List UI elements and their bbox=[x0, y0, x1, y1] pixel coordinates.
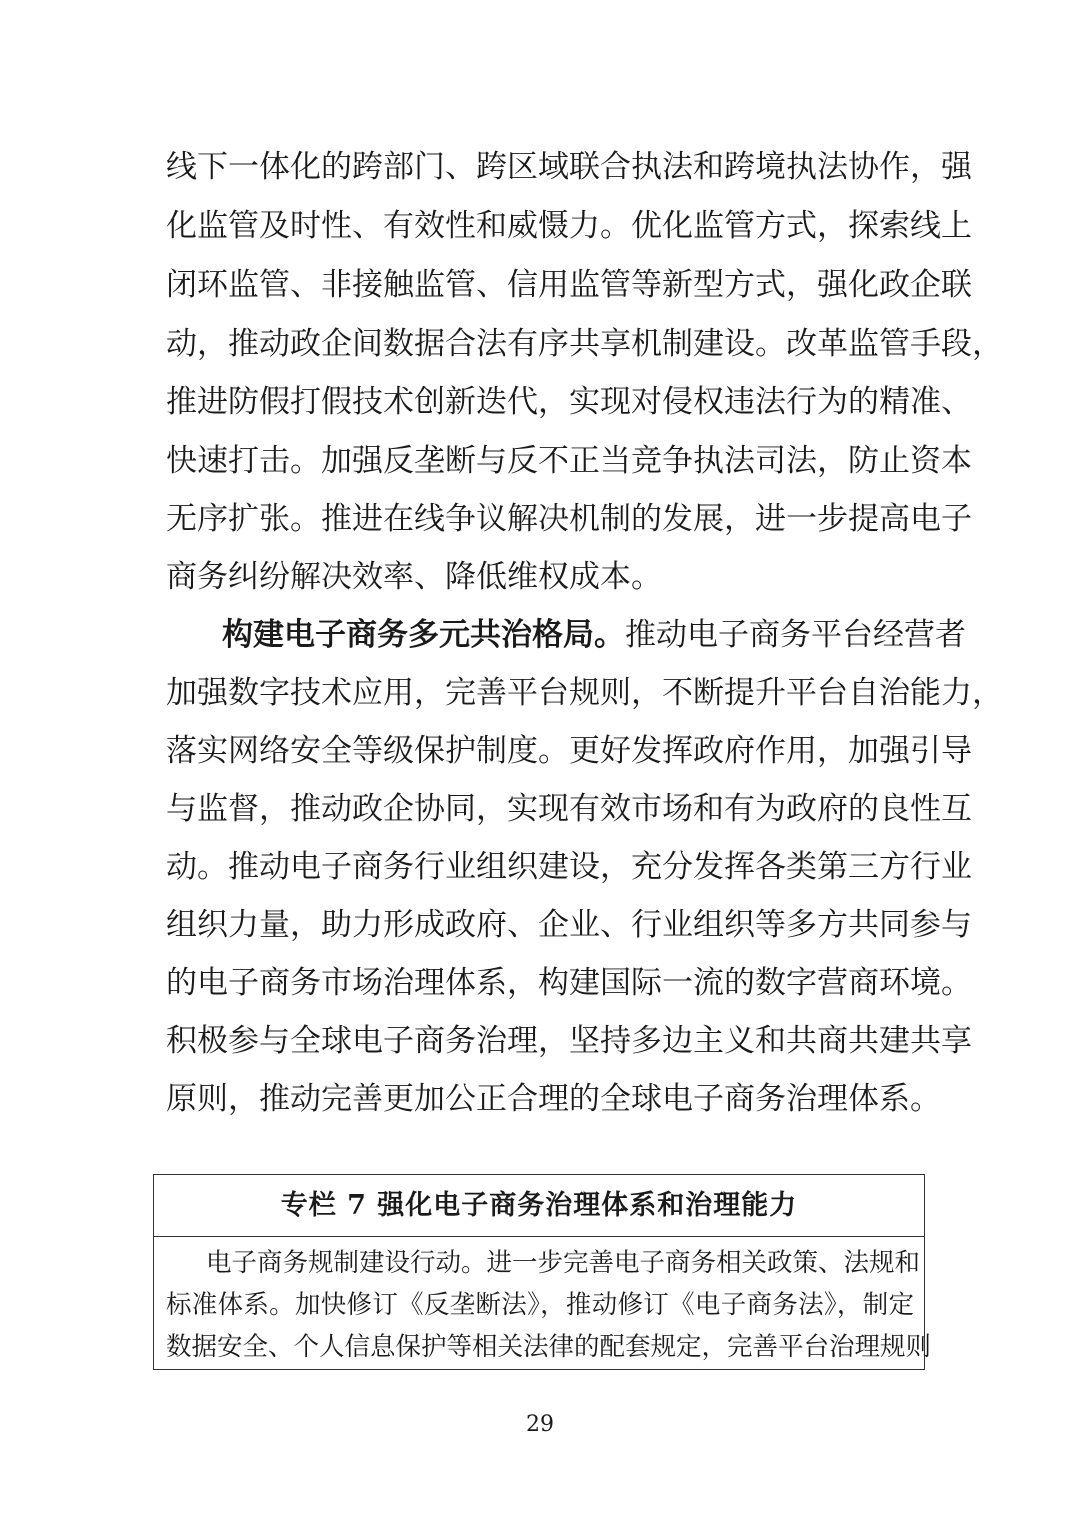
paragraph-1-line-5: 推进防假打假技术创新迭代，实现对侵权违法行为的精准、 bbox=[166, 384, 972, 420]
paragraph-2-line-7: 的电子商务市场治理体系，构建国际一流的数字营商环境。 bbox=[166, 965, 972, 1001]
paragraph-1-line-6: 快速打击。加强反垄断与反不正当竞争执法司法，防止资本 bbox=[166, 443, 972, 479]
paragraph-1-line-3: 闭环监管、非接触监管、信用监管等新型方式，强化政企联 bbox=[166, 267, 972, 303]
paragraph-2-line-1-text: 推动电子商务平台经营者 bbox=[625, 617, 966, 653]
column-box-title: 专栏 7 强化电子商务治理体系和治理能力 bbox=[154, 1175, 924, 1237]
paragraph-2-line-3: 落实网络安全等级保护制度。更好发挥政府作用，加强引导 bbox=[166, 733, 972, 769]
paragraph-1-line-2: 化监管及时性、有效性和威慑力。优化监管方式，探索线上 bbox=[166, 208, 972, 244]
column-box-line-2: 标准体系。加快修订《反垄断法》，推动修订《电子商务法》，制定 bbox=[166, 1290, 914, 1320]
paragraph-1-line-7: 无序扩张。推进在线争议解决机制的发展，进一步提高电子 bbox=[166, 501, 972, 537]
paragraph-2-line-2: 加强数字技术应用，完善平台规则，不断提升平台自治能力， bbox=[166, 675, 1003, 711]
column-box-line-3: 数据安全、个人信息保护等相关法律的配套规定，完善平台治理规则 bbox=[166, 1332, 932, 1362]
paragraph-2-line-9: 原则，推动完善更加公正合理的全球电子商务治理体系。 bbox=[166, 1081, 941, 1117]
paragraph-1-line-1: 线下一体化的跨部门、跨区域联合执法和跨境执法协作，强 bbox=[166, 149, 972, 185]
column-box bbox=[153, 1174, 932, 1370]
column-box-line-1: 电子商务规制建设行动。进一步完善电子商务相关政策、法规和 bbox=[206, 1248, 921, 1278]
paragraph-2-line-5: 动。推动电子商务行业组织建设，充分发挥各类第三方行业 bbox=[166, 849, 972, 885]
paragraph-2-line-1 bbox=[222, 606, 966, 664]
page-number: 29 bbox=[526, 1412, 554, 1437]
paragraph-2-heading: 构建电子商务多元共治格局。 bbox=[222, 617, 625, 653]
paragraph-2-line-6: 组织力量，助力形成政府、企业、行业组织等多方共同参与 bbox=[166, 907, 972, 943]
paragraph-1-line-8: 商务纠纷解决效率、降低维权成本。 bbox=[166, 559, 662, 595]
paragraph-1-line-4: 动，推动政企间数据合法有序共享机制建设。改革监管手段， bbox=[166, 326, 1003, 362]
paragraph-2-line-4: 与监督，推动政企协同，实现有效市场和有为政府的良性互 bbox=[166, 791, 972, 827]
paragraph-2-line-8: 积极参与全球电子商务治理，坚持多边主义和共商共建共享 bbox=[166, 1023, 972, 1059]
